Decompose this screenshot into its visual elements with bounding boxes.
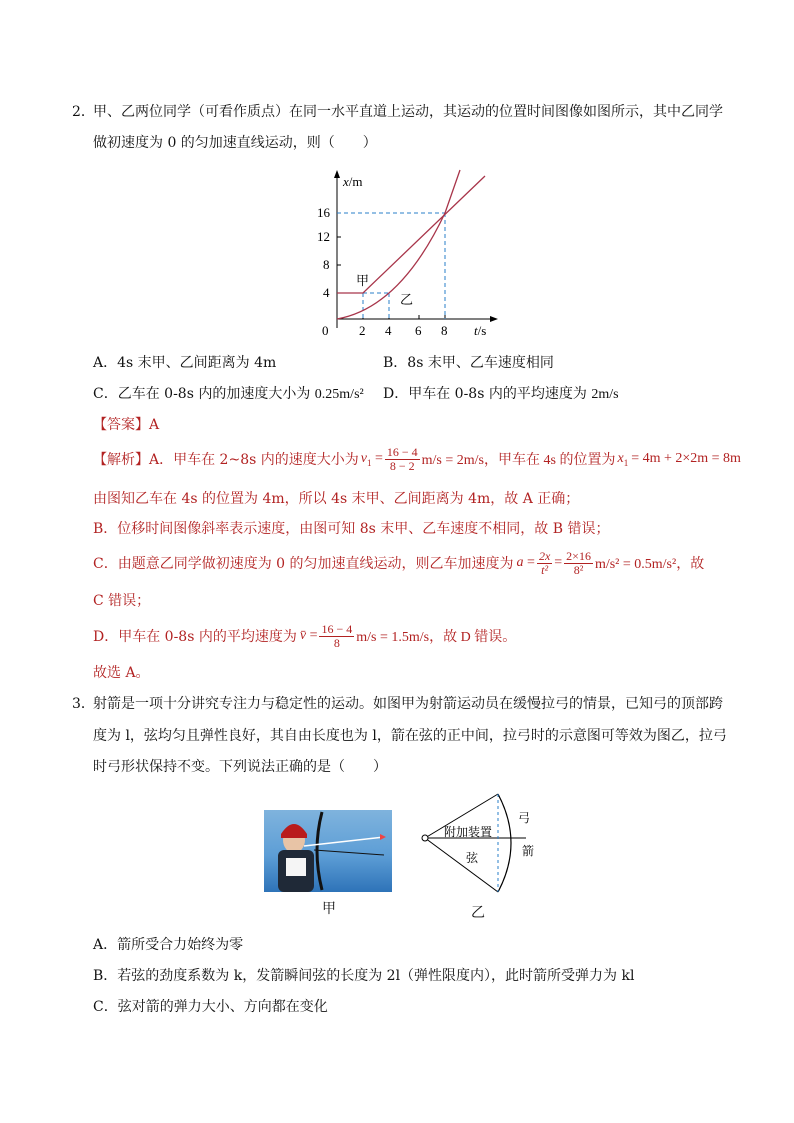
label-device: 附加装置 (444, 825, 493, 839)
curve-yi (337, 170, 460, 319)
x-tick-2: 2 (359, 323, 366, 338)
q2-number: 2． (72, 104, 95, 120)
q2-analysis-a-line1: 【解析】 A．甲车在 2~8s 内的速度大小为 $v_1$ = $\frac{16 - 4}{8 - 2}$ m/s = 2m/s，甲车在 4s 的位置为 $x_1$ = 4m + 2×2m = 8m (93, 444, 741, 473)
q3-stem-line3: 时弓形状保持不变。下列说法正确的是（ ） (93, 759, 387, 775)
x-axis-arrow (490, 316, 498, 322)
fraction: $\frac{16 - 4}{8 - 2}$ (386, 444, 418, 473)
q2-option-d-value: 2m/s (591, 387, 619, 402)
x-axis-label: t/s (474, 323, 487, 338)
x-tick-8: 8 (441, 323, 448, 338)
label-jia: 甲 (356, 273, 370, 288)
label-bow: 弓 (518, 811, 531, 825)
q2-analysis-b: B．位移时间图像斜率表示速度，由图可知 8s 末甲、乙车速度不相同，故 B 错误； (93, 521, 610, 537)
y-axis-label: x/m (343, 174, 363, 189)
y-tick-4: 4 (323, 285, 330, 300)
y-tick-16: 16 (317, 205, 330, 220)
q2-option-c-value: 0.25m/s² (314, 387, 364, 402)
fig-yi-caption: 乙 (471, 905, 485, 921)
fig-jia-caption: 甲 (322, 901, 336, 917)
archer-photo (264, 810, 392, 892)
bowstring-lower (425, 838, 498, 892)
q3-stem-line1: 射箭是一项十分讲究专注力与稳定性的运动。如图甲为射箭运动员在缓慢拉弓的情景，已知弓的顶部跨 (93, 696, 723, 712)
q3-option-b: B．若弦的劲度系数为 k，发箭瞬间弦的长度为 2l（弹性限度内），此时箭所受弹力为 kl (93, 968, 635, 984)
y-tick-12: 12 (317, 229, 330, 244)
q2-analysis-a-line2: 由图知乙车在 4s 的位置为 4m，所以 4s 末甲、乙间距离为 4m，故 A 正确； (93, 491, 580, 507)
q2-position-time-graph (300, 168, 500, 340)
label-yi: 乙 (400, 292, 414, 307)
q2-answer: 【答案】A (93, 417, 160, 433)
nock-circle (422, 835, 428, 841)
q2-analysis-c-line1: C．由题意乙同学做初速度为 0 的匀加速直线运动，则乙车加速度为 a = $\frac{2x}{\text{t²}}$ = $\frac{2\times 16}{\text{8²}}$ m/s² = 0.5m/s²，故 (93, 548, 705, 577)
y-tick-8: 8 (323, 257, 330, 272)
q2-analysis-d: D．甲车在 0-8s 内的平均速度为 v̄ = $\frac{16 - 4}{8}$ m/s = 1.5m/s，故 D 错误。 (93, 621, 517, 650)
fraction: $\frac{2\times 16}{\text{8²}}$ (566, 548, 591, 577)
fraction: $\frac{16 - 4}{8}$ (321, 621, 353, 650)
q2-stem-line1: 甲、乙两位同学（可看作质点）在同一水平直道上运动，其运动的位置时间图像如图所示，其中乙同学 (93, 104, 723, 120)
q3-option-c: C．弦对箭的弹力大小、方向都在变化 (93, 999, 328, 1015)
fraction: $\frac{2x}{\text{t²}}$ (538, 548, 551, 577)
q2-option-c: C．乙车在 0-8s 内的加速度大小为 0.25m/s² (93, 386, 364, 402)
q3-stem-line2: 度为 l，弦均匀且弹性良好，其自由长度也为 l，箭在弦的正中间，拉弓时的示意图可等效为图乙，拉弓 (93, 728, 727, 744)
q2-option-d: D．甲车在 0-8s 内的平均速度为 2m/s (383, 386, 619, 402)
q3-option-a: A．箭所受合力始终为零 (93, 937, 244, 953)
x-tick-6: 6 (415, 323, 422, 338)
y-axis-arrow (334, 170, 340, 178)
origin-label: 0 (322, 323, 329, 338)
bow-diagram (414, 790, 554, 900)
q2-stem-line2: 做初速度为 0 的匀加速直线运动，则（ ） (93, 135, 377, 151)
q3-number: 3． (72, 696, 95, 712)
q2-option-a: A．4s 末甲、乙间距离为 4m (93, 355, 277, 371)
q2-analysis-final: 故选 A。 (93, 665, 150, 681)
q2-analysis-c-line2: C 错误； (93, 593, 151, 609)
label-string: 弦 (466, 851, 479, 865)
label-arrow: 箭 (522, 844, 535, 858)
bow-arc (498, 794, 511, 892)
x-tick-4: 4 (385, 323, 392, 338)
q2-option-b: B．8s 末甲、乙车速度相同 (383, 355, 554, 371)
